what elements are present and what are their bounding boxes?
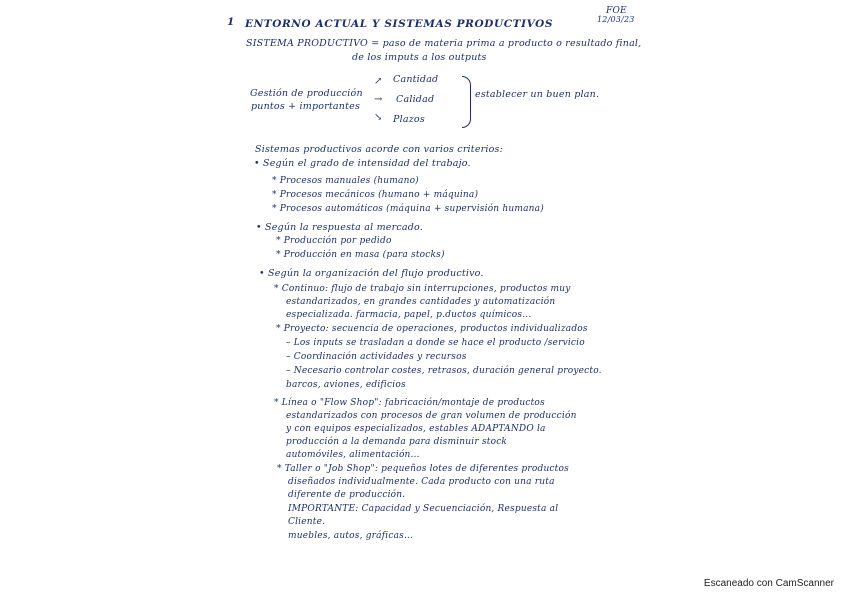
production-conclusion: establecer un buen plan.: [475, 89, 600, 100]
list-item-continued: y con equipos especializados, estables ADAPTANDO la: [286, 424, 546, 434]
grouping-brace: [462, 76, 471, 128]
important-note: Cliente.: [288, 517, 326, 527]
list-item-continued: diseñados individualmente. Cada producto con una ruta: [288, 477, 555, 487]
list-item: * Producción en masa (para stocks): [276, 250, 445, 260]
list-item-continued: estandarizados con procesos de gran volumen de producción: [286, 411, 577, 421]
definition-line-2: de los imputs a los outputs: [352, 52, 487, 63]
list-item: * Continuo: flujo de trabajo sin interrupciones, productos muy: [274, 284, 571, 294]
list-item: * Línea o "Flow Shop": fabricación/montaje de productos: [274, 398, 545, 408]
definition-line-1: SISTEMA PRODUCTIVO = paso de materia prima a producto o resultado final,: [246, 38, 642, 49]
section-heading: • Según la organización del flujo productivo.: [259, 268, 484, 279]
arrow-icon: ↗: [374, 76, 383, 87]
list-item: * Procesos automáticos (máquina + supervisión humana): [272, 204, 544, 214]
important-note: IMPORTANTE: Capacidad y Secuenciación, Respuesta al: [288, 504, 559, 514]
section-heading: • Según el grado de intensidad del trabajo.: [254, 158, 471, 169]
arrow-icon: →: [374, 94, 383, 105]
page-title: ENTORNO ACTUAL Y SISTEMAS PRODUCTIVOS: [245, 18, 554, 30]
list-item: * Procesos manuales (humano): [272, 176, 419, 186]
example-text: barcos, aviones, edificios: [286, 380, 406, 390]
sub-item: – Necesario controlar costes, retrasos, duración general proyecto.: [286, 366, 602, 376]
header-date: 12/03/23: [597, 15, 635, 24]
scanner-watermark: Escaneado con CamScanner: [703, 578, 834, 589]
arrow-icon: ↘: [374, 112, 383, 123]
production-item: Plazos: [393, 114, 425, 125]
list-item: * Taller o "Job Shop": pequeños lotes de diferentes productos: [277, 464, 569, 474]
sub-item: – Coordinación actividades y recursos: [286, 352, 467, 362]
example-text: automóviles, alimentación...: [286, 450, 420, 460]
production-label-line-2: puntos + importantes: [251, 101, 361, 112]
header-tag: FOE: [606, 6, 627, 16]
sub-item: – Los inputs se trasladan a donde se hace el producto /servicio: [286, 338, 585, 348]
criteria-intro: Sistemas productivos acorde con varios criterios:: [255, 144, 504, 155]
section-number: 1: [227, 16, 235, 28]
list-item-continued: producción a la demanda para disminuir stock: [286, 437, 508, 447]
list-item-continued: estandarizados, en grandes cantidades y automatización: [286, 297, 556, 307]
list-item: * Proyecto: secuencia de operaciones, productos individualizados: [276, 324, 588, 334]
production-label-line-1: Gestión de producción: [250, 88, 363, 99]
section-heading: • Según la respuesta al mercado.: [256, 222, 423, 233]
example-text: muebles, autos, gráficas...: [288, 531, 414, 541]
list-item-continued: especializada. farmacia, papel, p.ductos químicos...: [286, 310, 532, 320]
list-item-continued: diferente de producción.: [288, 490, 406, 500]
list-item: * Producción por pedido: [276, 236, 392, 246]
list-item: * Procesos mecánicos (humano + máquina): [272, 190, 479, 200]
production-item: Cantidad: [393, 74, 439, 85]
production-item: Calidad: [396, 94, 435, 105]
